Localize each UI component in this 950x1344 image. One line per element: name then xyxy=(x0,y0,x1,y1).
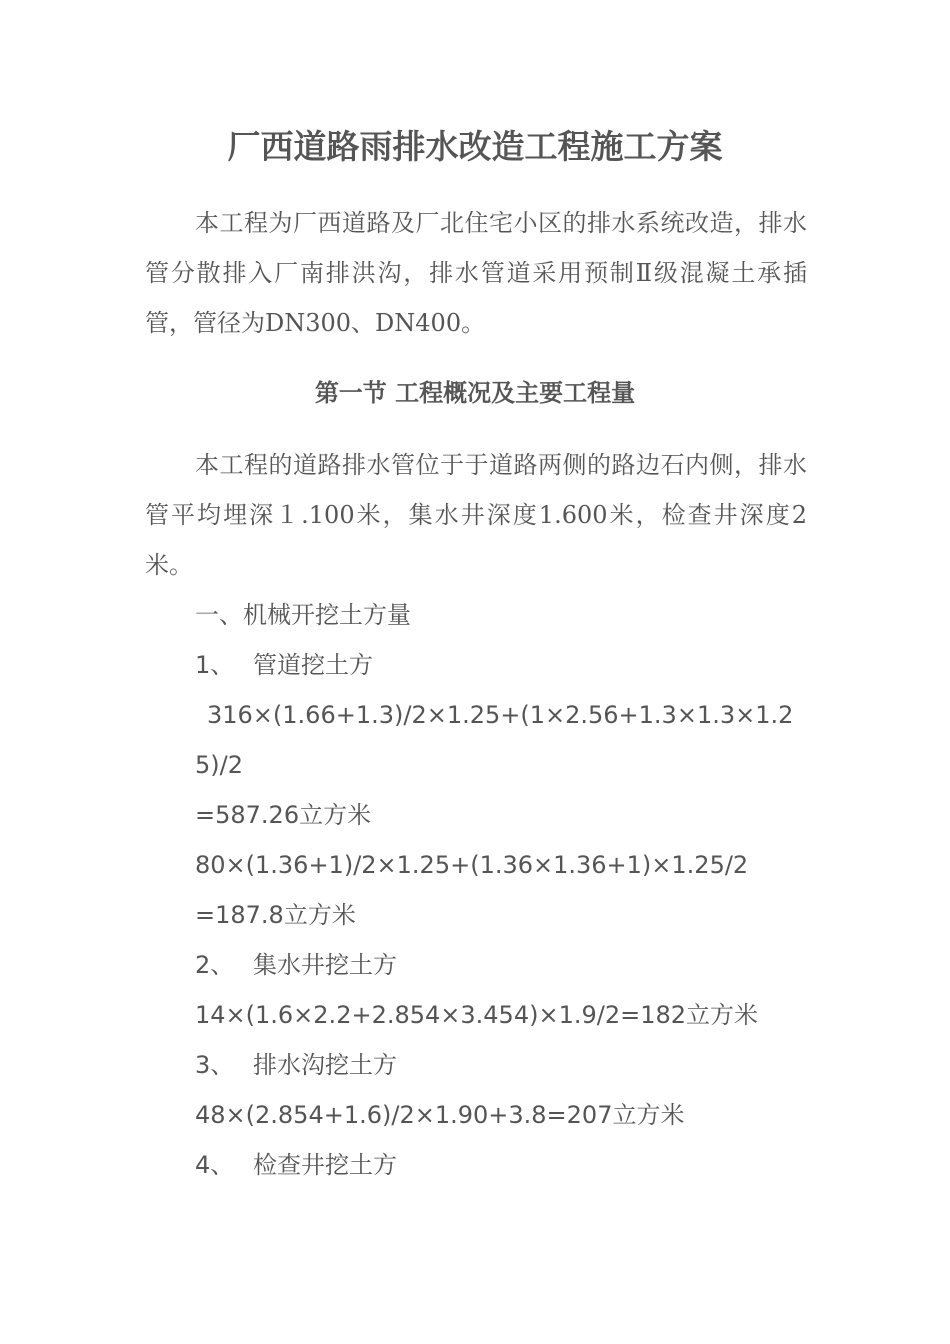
formula-value: 14×(1.6×2.2+2.854×3.454)×1.9/2=182 xyxy=(195,1001,687,1029)
list-item-label: 排水沟挖土方 xyxy=(253,1051,397,1079)
list-item-1 xyxy=(195,640,835,690)
pipe-formula-a: 316×(1.66+1.3)/2×1.25+(1×2.56+1.3×1.3×1.25)/2 xyxy=(195,701,794,779)
list-item-number: 3、 xyxy=(195,1051,235,1079)
intro-paragraph: 本工程为厂西道路及厂北住宅小区的排水系统改造，排水管分散排入厂南排洪沟，排水管道采用预制Ⅱ级混凝土承插管，管径为DN300、DN400。 xyxy=(145,209,807,337)
list-item-number: 2、 xyxy=(195,951,235,979)
formula-unit: 立方米 xyxy=(612,1101,685,1129)
section-heading: 第一节 工程概况及主要工程量 xyxy=(314,378,636,407)
list-item-2 xyxy=(195,940,835,990)
pipe-formula-b: 80×(1.36+1)/2×1.25+(1.36×1.36+1)×1.25/2 xyxy=(195,851,749,879)
well-formula xyxy=(195,990,835,1040)
pipe-result-b xyxy=(195,890,835,940)
list-item-3 xyxy=(195,1040,835,1090)
overview-paragraph: 本工程的道路排水管位于于道路两侧的路边石内侧，排水管平均埋深１.100米，集水井深度1.600米，检查井深度2米。 xyxy=(145,451,807,579)
formula-value: 48×(2.854+1.6)/2×1.90+3.8=207 xyxy=(195,1101,613,1129)
list-item-label: 集水井挖土方 xyxy=(253,951,397,979)
result-unit: 立方米 xyxy=(283,901,356,929)
pipe-result-a xyxy=(195,790,835,840)
result-value: =587.26 xyxy=(195,801,300,829)
formula-unit: 立方米 xyxy=(686,1001,759,1029)
list-item-number: 4、 xyxy=(195,1151,235,1179)
list-item-number: 1、 xyxy=(195,651,235,679)
list-item-label: 检查井挖土方 xyxy=(253,1151,397,1179)
list-item-4 xyxy=(195,1140,835,1190)
list-item-label: 管道挖土方 xyxy=(253,651,373,679)
document-title: 厂西道路雨排水改造工程施工方案 xyxy=(227,127,723,166)
ditch-formula xyxy=(195,1090,835,1140)
excavation-subheading: 一、机械开挖土方量 xyxy=(195,601,411,629)
result-unit: 立方米 xyxy=(299,801,372,829)
result-value: =187.8 xyxy=(195,901,284,929)
